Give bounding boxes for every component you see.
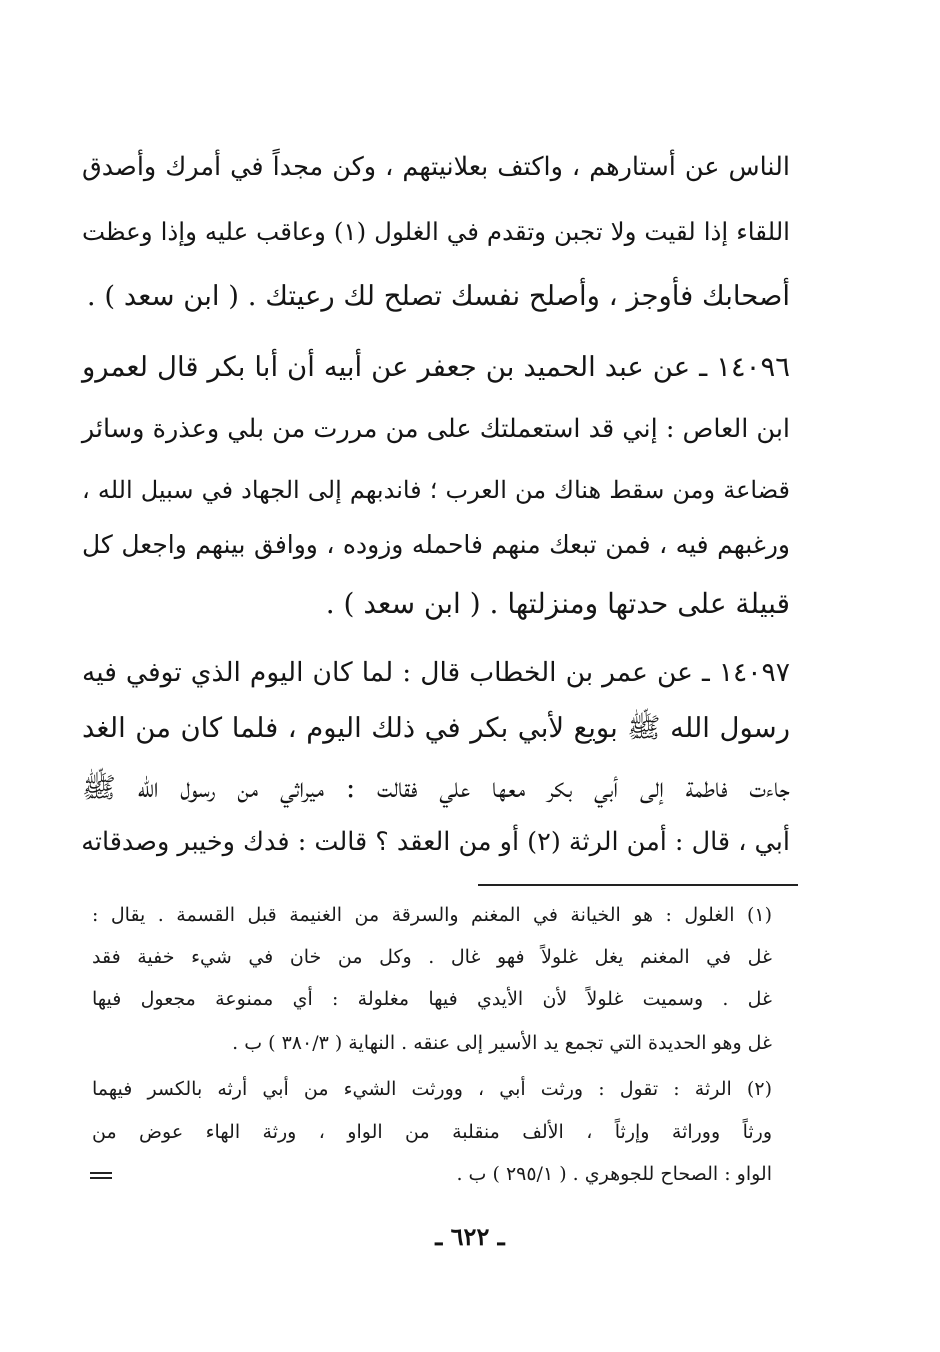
- footnote-line: ورثاً ووراثة وإرثاً ، الألف منقلبة من الواو ، ورثة الهاء عوض من: [92, 1121, 772, 1143]
- footnote-line: غل وهو الحديدة التي تجمع يد الأسير إلى عنقه . النهاية ( ٣٨٠/٣ ) ب .: [232, 1032, 772, 1054]
- text-line: أبي ، قال : أمن الرثة (٢) أو من العقد ؟ قالت : فدك وخيبر وصدقاته: [81, 827, 790, 857]
- text-line: الناس عن أستارهم ، واكتف بعلانيتهم ، وكن مجداً في أمرك وأصدق: [82, 152, 790, 182]
- footnote-separator: [478, 884, 798, 886]
- text-line: رسول الله ﷺ بويع لأبي بكر في ذلك اليوم ، فلما كان من الغد: [82, 712, 790, 744]
- text-line: اللقاء إذا لقيت ولا تجبن وتقدم في الغلول (١) وعاقب عليه وإذا وعظت: [82, 217, 790, 246]
- end-of-page-mark: [90, 1172, 112, 1180]
- hadith-14096-line: ١٤٠٩٦ ـ عن عبد الحميد بن جعفر عن أبيه أن أبا بكر قال لعمرو: [82, 351, 790, 383]
- text-line: أصحابك فأوجز ، وأصلح نفسك تصلح لك رعيتك . ( ابن سعد ) .: [86, 280, 790, 312]
- text-line: قضاعة ومن سقط هناك من العرب ؛ فاندبهم إلى الجهاد في سبيل الله ،: [82, 476, 790, 504]
- text-line: ابن العاص : إني قد استعملتك على من مررت من بلي وعذرة وسائر: [81, 414, 790, 444]
- footnote-line: غل . وسميت غلولاً لأن الأيدي فيها مغلولة : أي ممنوعة مجعول فيها: [92, 988, 772, 1010]
- hadith-14097-line: ١٤٠٩٧ ـ عن عمر بن الخطاب قال : لما كان اليوم الذي توفي فيه: [82, 657, 790, 688]
- text-line: ورغبهم فيه ، فمن تبعك منهم فاحمله وزوده ، ووافق بينهم واجعل كل: [82, 530, 790, 559]
- footnote-line: الواو : الصحاح للجوهري . ( ٢٩٥/١ ) ب .: [456, 1163, 772, 1185]
- page-number: ـ ٦٢٢ ـ: [435, 1222, 505, 1251]
- footnote-line: (١) الغلول : هو الخيانة في المغنم والسرقة من الغنيمة قبل القسمة . يقال :: [92, 904, 772, 926]
- text-line: قبيلة على حدتها ومنزلتها . ( ابن سعد ) .: [325, 587, 790, 620]
- text-line: جاءت فاطمة إلى أبي بكر معها علي فقالت : ميراثي من رسول الله ﷺ: [82, 771, 790, 804]
- footnote-line: (٢) الرثة : تقول : ورثت أبي ، وورثت الشيء من أبي أرثه بالكسر فيهما: [92, 1078, 772, 1100]
- footnote-line: غل في المغنم يغل غلولاً فهو غال . وكل من خان في شيء خفية فقد: [92, 946, 772, 968]
